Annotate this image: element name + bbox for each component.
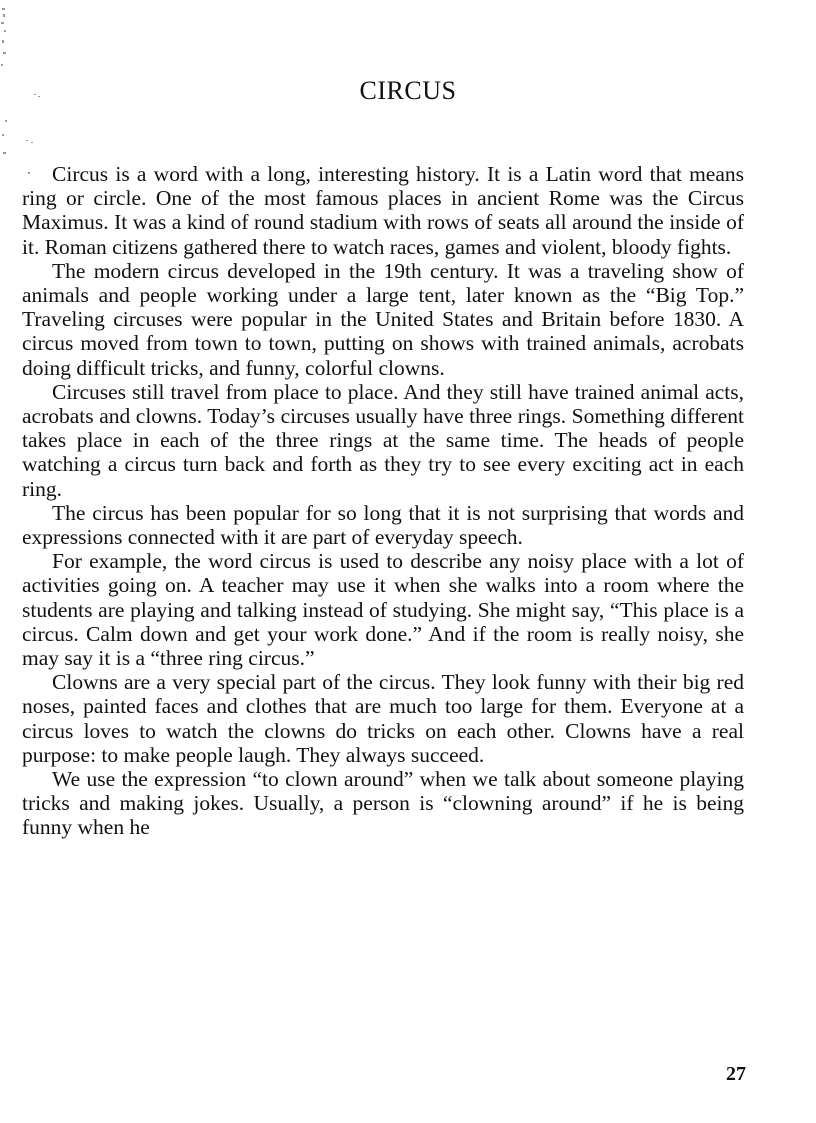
paragraph-2: The modern circus developed in the 19th century. It was a traveling show of animals and people working under a large tent, later known as the “Big Top.” Traveling circuses were popular in the United States and Britain before 1830. A circus moved from town to town, putting on shows with trained animals, acrobats doing difficult tricks, and funny, colorful clowns. [22, 258, 744, 380]
paragraph-3: Circuses still travel from place to place. And they still have trained animal acts, acrobats and clowns. Today’s circuses usually have three rings. Something different takes place in each of the three rings at the same time. The heads of people watching a circus turn back and forth as they try to see every exciting act in each ring. [22, 379, 744, 501]
paragraph-6: Clowns are a very special part of the circus. They look funny with their big red noses, painted faces and clothes that are much too large for them. Everyone at a circus loves to watch the clowns do tricks on each other. Clowns have a real purpose: to make people laugh. They always succeed. [22, 670, 744, 767]
article-body [22, 162, 744, 840]
paragraph-1: Circus is a word with a long, interesting history. It is a Latin word that means ring or circle. One of the most famous places in ancient Rome was the Circus Maximus. It was a kind of round stadium with rows of seats all around the inside of it. Roman citizens gathered there to watch races, games and violent, bloody fights. [22, 162, 744, 259]
paragraph-4: The circus has been popular for so long that it is not surprising that words and expressions connected with it are part of everyday speech. [22, 500, 744, 550]
page-number: 27 [726, 1063, 746, 1085]
paragraph-5: For example, the word circus is used to describe any noisy place with a lot of activities going on. A teacher may use it when she walks into a room where the students are playing and talking instead of studying. She might say, “This place is a circus. Calm down and get your work done.” And if the room is really noisy, she may say it is a “three ring circus.” [22, 549, 744, 671]
paragraph-7: We use the expression “to clown around” when we talk about someone playing tricks and making jokes. Usually, a person is “clowning around” if he is being funny when he [22, 767, 744, 840]
page-title: CIRCUS [359, 76, 457, 105]
